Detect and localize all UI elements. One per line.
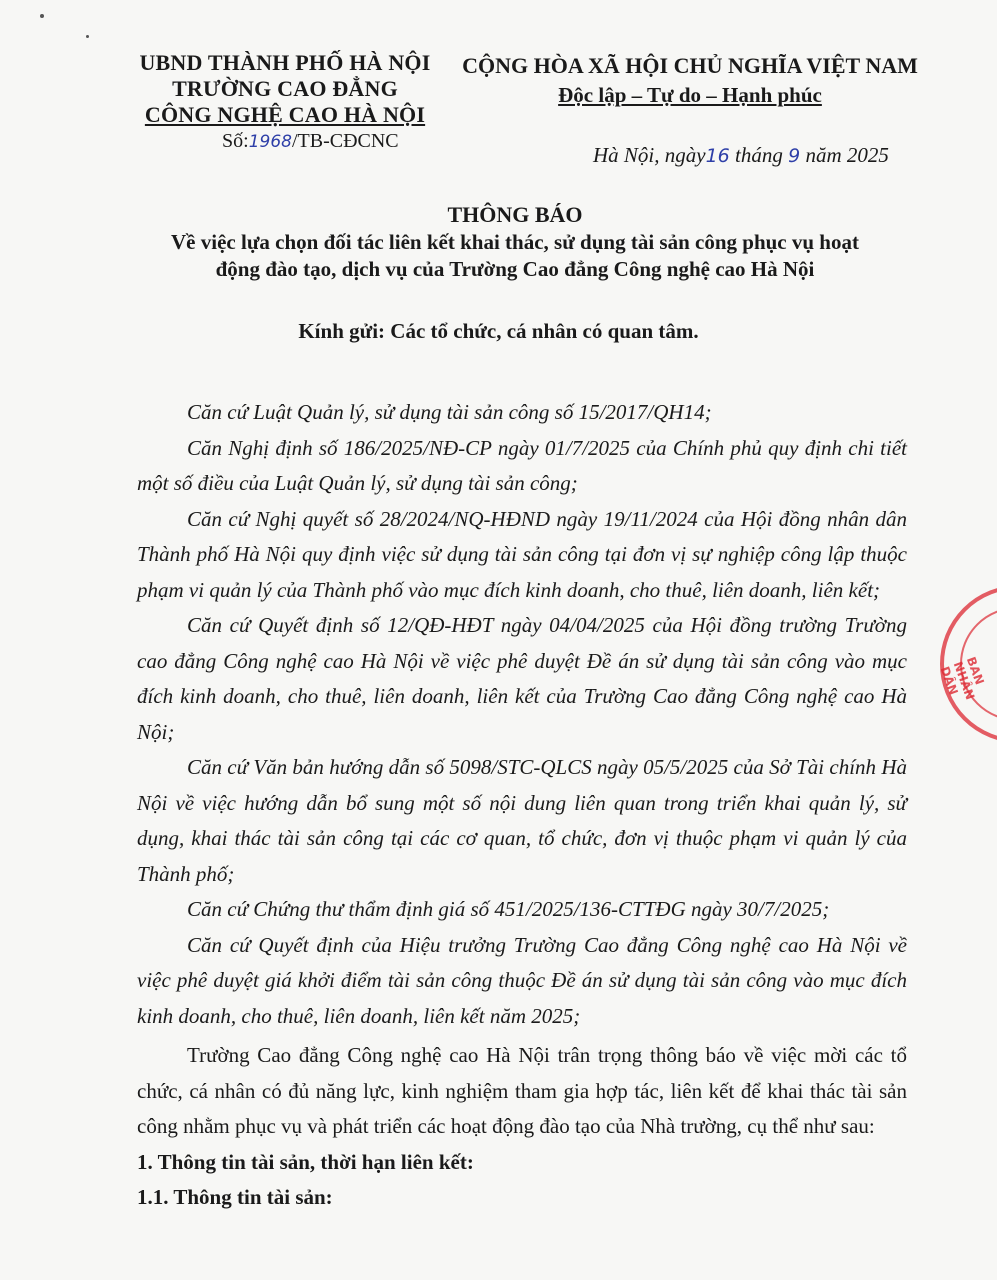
national-header bbox=[455, 52, 925, 110]
legal-basis-item: Căn Nghị định số 186/2025/NĐ-CP ngày 01/7/2025 của Chính phủ quy định chi tiết một số điều của Luật Quản lý, sử dụng tài sản công; bbox=[137, 435, 907, 495]
scan-speck bbox=[40, 14, 44, 18]
issue-date bbox=[593, 143, 889, 168]
section-heading-1-1: 1.1. Thông tin tài sản: bbox=[137, 1185, 333, 1209]
legal-basis-item: Căn cứ Nghị quyết số 28/2024/NQ-HĐND ngày 19/11/2024 của Hội đồng nhân dân Thành phố Hà Nội quy định việc sử dụng tài sản công tại đơn vị sự nghiệp công lập thuộc phạm vi quản lý của Thành phố vào mục đích kinh doanh, cho thuê, liên doanh, liên kết; bbox=[137, 506, 907, 602]
notice-title: THÔNG BÁO bbox=[447, 202, 583, 227]
legal-basis-item: Căn cứ Luật Quản lý, sử dụng tài sản công số 15/2017/QH14; bbox=[187, 400, 712, 424]
date-prefix: Hà Nội, ngày bbox=[593, 143, 706, 167]
document-number bbox=[222, 130, 399, 153]
doc-number-prefix: Số: bbox=[222, 130, 249, 152]
legal-basis-item: Căn cứ Quyết định số 12/QĐ-HĐT ngày 04/04/2025 của Hội đồng trường Trường cao đẳng Công nghệ cao Hà Nội về việc phê duyệt Đề án sử dụng tài sản công vào mục đích kinh doanh, cho thuê, liên doanh, liên kết của Trường Cao đẳng Công nghệ cao Hà Nội; bbox=[137, 613, 907, 744]
notice-subtitle-line-1: Về việc lựa chọn đối tác liên kết khai thác, sử dụng tài sản công phục vụ hoạt bbox=[171, 230, 859, 254]
recipient-line: Kính gửi: Các tổ chức, cá nhân có quan tâm. bbox=[298, 319, 699, 343]
legal-basis-item: Căn cứ Chứng thư thẩm định giá số 451/2025/136-CTTĐG ngày 30/7/2025; bbox=[187, 897, 830, 921]
date-month-handwritten: 9 bbox=[788, 145, 801, 167]
agency-line-1: UBND THÀNH PHỐ HÀ NỘI bbox=[139, 50, 431, 75]
intro-paragraph: Trường Cao đẳng Công nghệ cao Hà Nội trân trọng thông báo về việc mời các tổ chức, cá nhân có đủ năng lực, kinh nghiệm tham gia hợp tác, liên kết để khai thác tài sản công nhằm phục vụ và phát triển các hoạt động đào tạo của Nhà trường, cụ thể như sau: bbox=[137, 1043, 907, 1138]
legal-basis-item: Căn cứ Văn bản hướng dẫn số 5098/STC-QLCS ngày 05/5/2025 của Sở Tài chính Hà Nội về việc hướng dẫn bổ sung một số nội dung liên quan trong triển khai quản lý, sử dụng, khai thác tài sản công tại các cơ quan, tổ chức, đơn vị thuộc phạm vi quản lý của Thành phố; bbox=[137, 755, 907, 886]
date-year: năm 2025 bbox=[805, 143, 889, 167]
date-month-label: tháng bbox=[735, 143, 783, 167]
doc-number-suffix: /TB-CĐCNC bbox=[291, 130, 399, 152]
national-motto: Độc lập – Tự do – Hạnh phúc bbox=[558, 83, 822, 107]
agency-line-3: CÔNG NGHỆ CAO HÀ NỘI bbox=[144, 102, 426, 127]
national-title: CỘNG HÒA XÃ HỘI CHỦ NGHĨA VIỆT NAM bbox=[462, 53, 918, 78]
notice-subtitle-line-2: động đào tạo, dịch vụ của Trường Cao đẳng Công nghệ cao Hà Nội bbox=[215, 257, 815, 281]
legal-basis-item: Căn cứ Quyết định của Hiệu trưởng Trường Cao đẳng Công nghệ cao Hà Nội về việc phê duyệt giá khởi điểm tài sản công thuộc Đề án sử dụng tài sản công vào mục đích kinh doanh, cho thuê, liên doanh, liên kết năm 2025; bbox=[137, 932, 907, 1028]
scan-speck bbox=[86, 35, 89, 38]
notice-heading bbox=[120, 201, 910, 283]
date-day-handwritten: 16 bbox=[705, 145, 730, 167]
issuing-agency bbox=[120, 50, 450, 128]
red-seal-text: BAN NHÂN DÂN bbox=[937, 655, 987, 702]
doc-number-handwritten: 1968 bbox=[248, 132, 292, 152]
document-body bbox=[137, 395, 907, 1216]
section-heading-1: 1. Thông tin tài sản, thời hạn liên kết: bbox=[137, 1149, 474, 1174]
agency-line-2: TRƯỜNG CAO ĐẲNG bbox=[172, 76, 398, 101]
